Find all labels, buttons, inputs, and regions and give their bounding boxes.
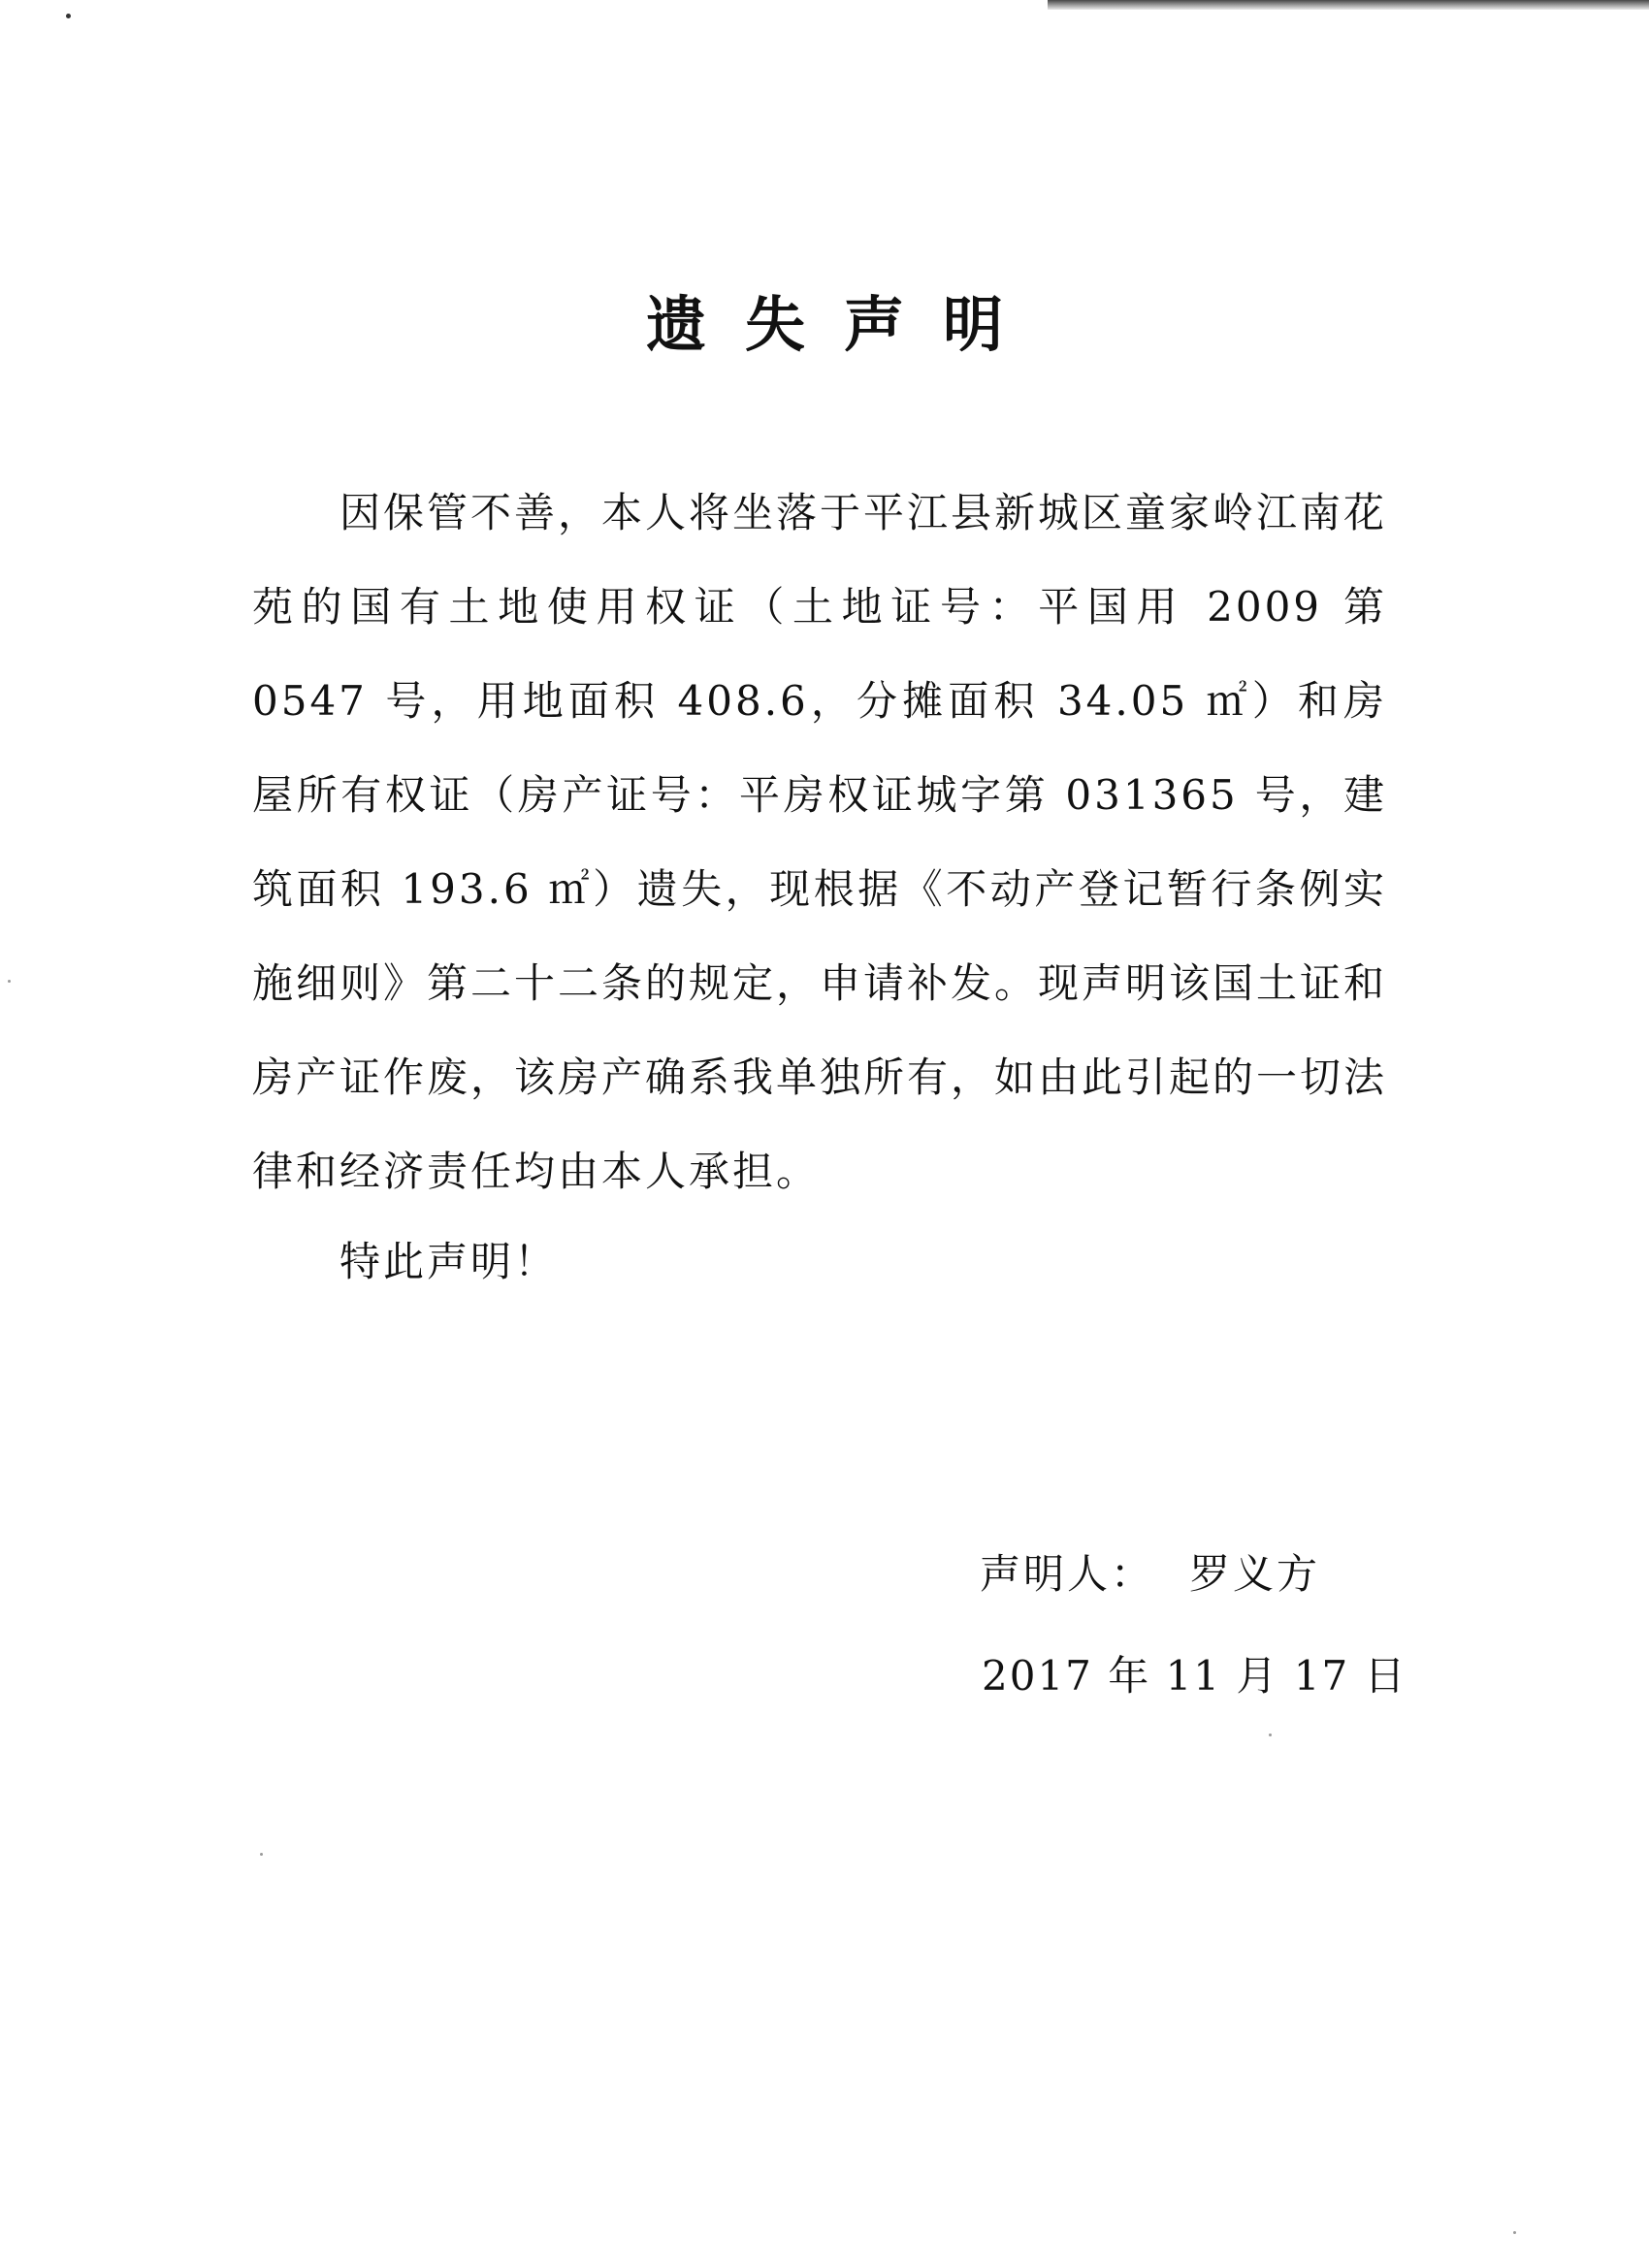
document-title: 遗失声明 bbox=[645, 289, 1042, 360]
scan-speck bbox=[1269, 1733, 1272, 1736]
declarant-line bbox=[980, 1542, 1320, 1601]
closing-statement: 特此声明！ bbox=[340, 1238, 559, 1285]
document-body: 因保管不善，本人将坐落于平江县新城区童家岭江南花苑的国有土地使用权证（土地证号：平国用 2009 第 0547 号，用地面积 408.6，分摊面积 34.05 ㎡）和房屋所有权证（房产证号：平房权证城字第 031365 号，建筑面积 193.6 ㎡）遗失，现根据《不动产登记暂行条例实施细则》第二十二条的规定，申请补发。现声明该国土证和房产证作废，该房产确系我单独所有，如由此引起的一切法律和经济责任均由本人承担。 bbox=[252, 489, 1388, 1195]
scan-speck bbox=[260, 1853, 263, 1856]
scan-speck bbox=[1513, 2231, 1516, 2234]
document-date: 2017 年 11 月 17 日 bbox=[982, 1652, 1407, 1700]
scan-speck bbox=[8, 980, 11, 983]
scan-edge-shadow bbox=[1048, 0, 1649, 10]
declarant-label: 声明人： bbox=[980, 1550, 1155, 1598]
declarant-name: 罗义方 bbox=[1189, 1550, 1321, 1598]
scan-speck bbox=[66, 14, 71, 18]
